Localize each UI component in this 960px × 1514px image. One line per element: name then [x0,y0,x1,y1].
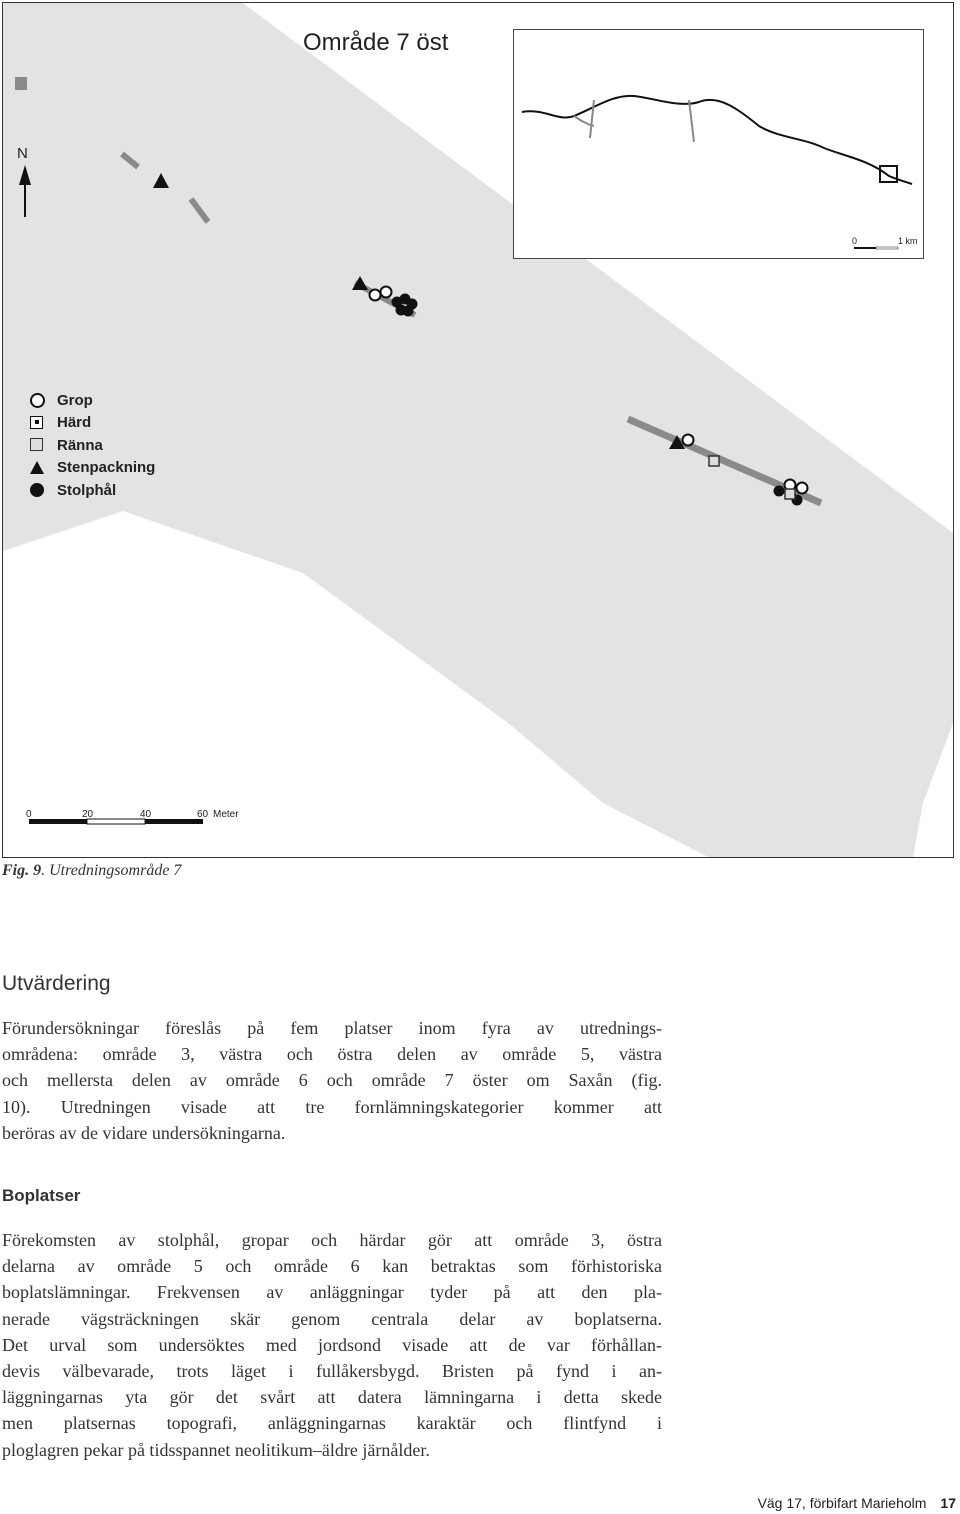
body-paragraph [2,1227,662,1463]
page-footer [758,1495,956,1511]
overview-inset [513,29,924,259]
circle-open-icon [27,392,49,408]
road-line [522,96,912,184]
inset-scale-end: 1 km [898,236,918,246]
scale-tick-60: 60 [197,809,209,820]
scale-tick-0: 0 [26,809,32,820]
legend-label: Ränna [57,436,103,454]
circle-filled-icon [27,482,49,498]
north-label: N [17,145,28,162]
text-line: delarna av område 5 och område 6 kan betraktas som förhistoriska [2,1256,662,1277]
square-grey-icon [27,437,49,453]
grop-marker [683,435,694,446]
text-line: boplatslämningar. Frekvensen av anläggningar tyder på att den pla- [2,1282,662,1303]
page-number: 17 [940,1495,956,1511]
scale-bar-seg [29,819,87,824]
side-road [590,100,594,138]
section-heading: Utvärdering [2,972,111,995]
site-map [2,2,954,858]
text-line: beröras av de vidare undersökningarna. [2,1122,286,1143]
legend-label: Grop [57,391,93,409]
text-line: nerade vägsträckningen skär genom centrala delar av boplatserna. [2,1308,662,1329]
patch [15,77,27,90]
intro-paragraph [2,1015,662,1146]
grop-marker [381,287,392,298]
scale-tick-40: 40 [140,809,152,820]
area-7-highlight [880,166,897,182]
figure-text: . Utredningsområde 7 [41,862,182,879]
text-line: 10). Utredningen visade att tre fornlämningskategorier kommer att [2,1096,662,1117]
figure-label: Fig. 9 [2,862,42,879]
ranna-marker [709,456,719,466]
legend-label: Stolphål [57,481,117,499]
legend-item-stenpackning [27,457,155,480]
text-line: ploglagren pekar på tidsspannet neolitikum–äldre järnålder. [2,1439,430,1460]
footer-title: Väg 17, förbifart Marieholm [757,1495,927,1511]
triangle-icon [27,460,49,476]
subsection-heading: Boplatser [2,1186,81,1205]
legend-item-ranna [27,434,155,457]
text-line: områdena: område 3, västra och östra delen av område 5, västra [2,1044,662,1065]
figure-caption [2,862,181,880]
text-line: Förundersökningar föreslås på fem platser inom fyra av utrednings- [2,1018,662,1038]
scale-bar-seg [87,819,145,824]
scale-unit: Meter [213,809,239,820]
legend-item-hard [27,412,155,435]
legend-item-stolphal [27,479,155,502]
text-line: devis välbevarade, trots läget i fullåkersbygd. Bristen på fynd i an- [2,1361,662,1382]
stolphal-marker [403,306,414,317]
inset-scale-bar [876,247,898,249]
legend-label: Härd [57,414,92,432]
text-line: Förekomsten av stolphål, gropar och härdar gör att område 3, östra [2,1230,662,1250]
stolphal-marker [774,486,785,497]
inset-scale-start: 0 [852,236,858,246]
map-legend [27,389,155,502]
scale-tick-20: 20 [82,809,94,820]
text-line: och mellersta delen av område 6 och område 7 öster om Saxån (fig. [2,1070,662,1091]
scale-bar-seg [145,819,203,824]
side-road [689,100,694,142]
inset-scale-bar [854,247,876,249]
map-title: Område 7 öst [303,29,449,56]
text-line: Det urval som undersöktes med jordsond visade att de var förhållan- [2,1334,662,1355]
square-dot-icon [27,415,49,431]
grop-marker [370,290,381,301]
text-line: men platsernas topografi, anläggningarnas karaktär och flintfynd i [2,1413,662,1434]
grop-marker [797,483,808,494]
ranna-marker [785,489,795,499]
text-line: läggningarnas yta gör det svårt att datera lämningarna i detta skede [2,1387,662,1408]
inset-canvas [514,30,923,258]
legend-item-grop [27,389,155,412]
legend-label: Stenpackning [57,459,156,477]
